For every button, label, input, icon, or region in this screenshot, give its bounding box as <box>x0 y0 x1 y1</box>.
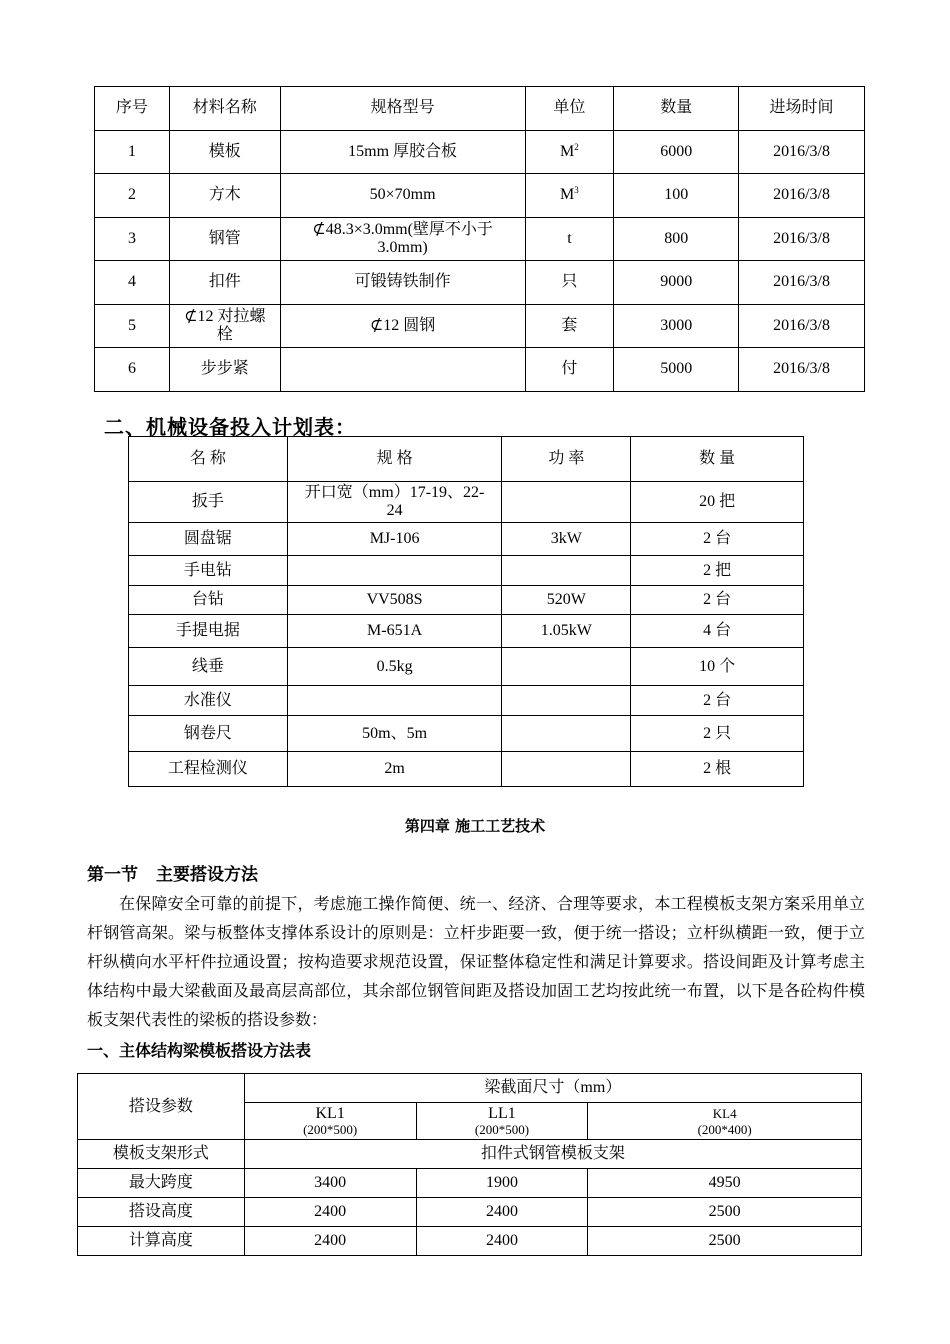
cell-power <box>502 716 631 752</box>
cell-name: 钢卷尺 <box>129 716 288 752</box>
table-row <box>78 1227 862 1256</box>
cell-power: 1.05kW <box>502 615 631 648</box>
cell-power <box>502 556 631 586</box>
column-size: (200*500) <box>474 1122 530 1137</box>
group-header: 梁截面尺寸（mm） <box>244 1074 861 1103</box>
materials-header-row <box>95 87 865 131</box>
cell-spec: 50m、5m <box>287 716 502 752</box>
chapter-title: 第四章 施工工艺技术 <box>404 817 546 835</box>
beam-table <box>77 1073 862 1256</box>
cell-name: ⊄12 对拉螺栓 <box>169 304 280 348</box>
cell-no: 6 <box>95 348 170 392</box>
cell-power <box>502 648 631 686</box>
unit-text: M <box>560 142 575 160</box>
cell-spec: 15mm 厚胶合板 <box>280 130 525 174</box>
cell-name: 方木 <box>169 174 280 218</box>
table-row <box>95 304 865 348</box>
cell-unit: 付 <box>525 348 614 392</box>
cell-spec: ⊄48.3×3.0mm(壁厚不小于3.0mm) <box>280 217 525 261</box>
cell-name: 台钻 <box>129 586 288 615</box>
param-label: 搭设参数 <box>78 1074 245 1140</box>
cell-value: 2500 <box>588 1227 862 1256</box>
table-row <box>95 348 865 392</box>
cell-date: 2016/3/8 <box>739 261 865 305</box>
cell-qty: 6000 <box>614 130 739 174</box>
cell-unit <box>525 174 614 218</box>
cell-unit: 只 <box>525 261 614 305</box>
cell-spec: ⊄12 圆钢 <box>280 304 525 348</box>
cell-value: 3400 <box>244 1169 416 1198</box>
unit-superscript: 3 <box>574 185 579 196</box>
cell-spec: M-651A <box>287 615 502 648</box>
cell-spec: VV508S <box>287 586 502 615</box>
cell-date: 2016/3/8 <box>739 174 865 218</box>
table-row <box>129 615 804 648</box>
header-spec: 规格型号 <box>280 87 525 131</box>
cell-power <box>502 482 631 523</box>
cell-spec: 0.5kg <box>287 648 502 686</box>
cell-no: 1 <box>95 130 170 174</box>
cell-name: 圆盘锯 <box>129 523 288 556</box>
cell-qty: 800 <box>614 217 739 261</box>
cell-name: 手电钻 <box>129 556 288 586</box>
cell-no: 5 <box>95 304 170 348</box>
cell-qty: 10 个 <box>631 648 804 686</box>
table-row <box>95 130 865 174</box>
cell-unit <box>525 130 614 174</box>
subheading: 一、主体结构梁模板搭设方法表 <box>87 1041 312 1060</box>
header-qty: 数量 <box>614 87 739 131</box>
equipment-table <box>128 436 804 787</box>
cell-value: 2400 <box>416 1198 588 1227</box>
cell-unit: t <box>525 217 614 261</box>
cell-qty: 2 台 <box>631 523 804 556</box>
cell-value: 2400 <box>244 1198 416 1227</box>
table-row <box>129 482 804 523</box>
equipment-header-row <box>129 437 804 482</box>
cell-spec: MJ-106 <box>287 523 502 556</box>
cell-value: 2400 <box>244 1227 416 1256</box>
materials-table <box>94 86 865 392</box>
cell-name: 扣件 <box>169 261 280 305</box>
column-name: KL1 <box>315 1105 345 1122</box>
cell-qty: 20 把 <box>631 482 804 523</box>
table-row <box>129 586 804 615</box>
cell-qty: 5000 <box>614 348 739 392</box>
header-name: 名 称 <box>129 437 288 482</box>
cell-power <box>502 752 631 787</box>
header-name: 材料名称 <box>169 87 280 131</box>
row-label: 计算高度 <box>78 1227 245 1256</box>
unit-text: M <box>560 186 575 204</box>
table-row <box>95 261 865 305</box>
cell-name: 步步紧 <box>169 348 280 392</box>
table-row <box>129 686 804 716</box>
cell-value: 1900 <box>416 1169 588 1198</box>
cell-qty: 2 台 <box>631 686 804 716</box>
table-row <box>129 556 804 586</box>
header-date: 进场时间 <box>739 87 865 131</box>
table-row <box>129 752 804 787</box>
cell-value: 2500 <box>588 1198 862 1227</box>
section-title: 主要搭设方法 <box>156 865 258 885</box>
cell-name: 线垂 <box>129 648 288 686</box>
table-row <box>95 174 865 218</box>
row-label: 搭设高度 <box>78 1198 245 1227</box>
header-no: 序号 <box>95 87 170 131</box>
cell-no: 2 <box>95 174 170 218</box>
table-row <box>129 716 804 752</box>
cell-spec: 开口宽（mm）17-19、22-24 <box>287 482 502 523</box>
cell-spec <box>287 556 502 586</box>
cell-no: 3 <box>95 217 170 261</box>
cell-qty: 2 台 <box>631 586 804 615</box>
column-size: (200*400) <box>697 1122 752 1137</box>
header-power: 功 率 <box>502 437 631 482</box>
cell-name: 模板 <box>169 130 280 174</box>
cell-name: 工程检测仪 <box>129 752 288 787</box>
cell-date: 2016/3/8 <box>739 217 865 261</box>
table-row <box>129 648 804 686</box>
support-value: 扣件式钢管模板支架 <box>244 1140 861 1169</box>
header-qty: 数 量 <box>631 437 804 482</box>
column-name: LL1 <box>488 1105 516 1122</box>
table-row <box>78 1169 862 1198</box>
cell-spec: 2m <box>287 752 502 787</box>
cell-qty: 3000 <box>614 304 739 348</box>
header-unit: 单位 <box>525 87 614 131</box>
cell-spec <box>280 348 525 392</box>
table-row <box>78 1198 862 1227</box>
column-size: (200*500) <box>303 1122 358 1137</box>
cell-name: 钢管 <box>169 217 280 261</box>
paragraph-text: 在保障安全可靠的前提下，考虑施工操作简便、统一、经济、合理等要求，本工程模板支架方案采用单立杆钢管高架。梁与板整体支撑体系设计的原则是：立杆步距要一致，便于统一搭设；立杆纵横距一致，便于立杆纵横向水平杆件拉通设置；按构造要求规范设置，保证整体稳定性和满足计算要求。搭设间距及计算考虑主体结构中最大梁截面及最高层高部位，其余部位钢管间距及搭设加固工艺均按此统一布置，以下是各砼构件模板支架代表性的梁板的搭设参数： <box>87 894 865 1029</box>
cell-qty: 2 把 <box>631 556 804 586</box>
beam-header-row <box>78 1074 862 1103</box>
equipment-heading: 二、机械设备投入计划表： <box>104 415 356 439</box>
column-kl1 <box>244 1103 416 1140</box>
unit-superscript: 2 <box>574 141 579 152</box>
cell-date: 2016/3/8 <box>739 130 865 174</box>
section-number: 第一节 <box>87 865 138 885</box>
cell-qty: 4 台 <box>631 615 804 648</box>
cell-power <box>502 686 631 716</box>
cell-qty: 9000 <box>614 261 739 305</box>
column-kl4 <box>588 1103 862 1140</box>
cell-power: 3kW <box>502 523 631 556</box>
cell-name: 扳手 <box>129 482 288 523</box>
row-label: 最大跨度 <box>78 1169 245 1198</box>
column-ll1 <box>416 1103 588 1140</box>
cell-unit: 套 <box>525 304 614 348</box>
cell-qty: 2 根 <box>631 752 804 787</box>
cell-name: 水准仪 <box>129 686 288 716</box>
cell-no: 4 <box>95 261 170 305</box>
cell-qty: 2 只 <box>631 716 804 752</box>
cell-date: 2016/3/8 <box>739 348 865 392</box>
body-paragraph <box>87 889 865 1034</box>
cell-spec: 50×70mm <box>280 174 525 218</box>
cell-date: 2016/3/8 <box>739 304 865 348</box>
cell-name: 手提电据 <box>129 615 288 648</box>
cell-qty: 100 <box>614 174 739 218</box>
cell-spec: 可锻铸铁制作 <box>280 261 525 305</box>
cell-value: 2400 <box>416 1227 588 1256</box>
cell-value: 4950 <box>588 1169 862 1198</box>
cell-power: 520W <box>502 586 631 615</box>
support-label: 模板支架形式 <box>78 1140 245 1169</box>
cell-spec <box>287 686 502 716</box>
table-row <box>129 523 804 556</box>
support-row <box>78 1140 862 1169</box>
table-row <box>95 217 865 261</box>
section-heading <box>87 860 258 885</box>
header-spec: 规 格 <box>287 437 502 482</box>
column-name: KL4 <box>712 1106 737 1121</box>
